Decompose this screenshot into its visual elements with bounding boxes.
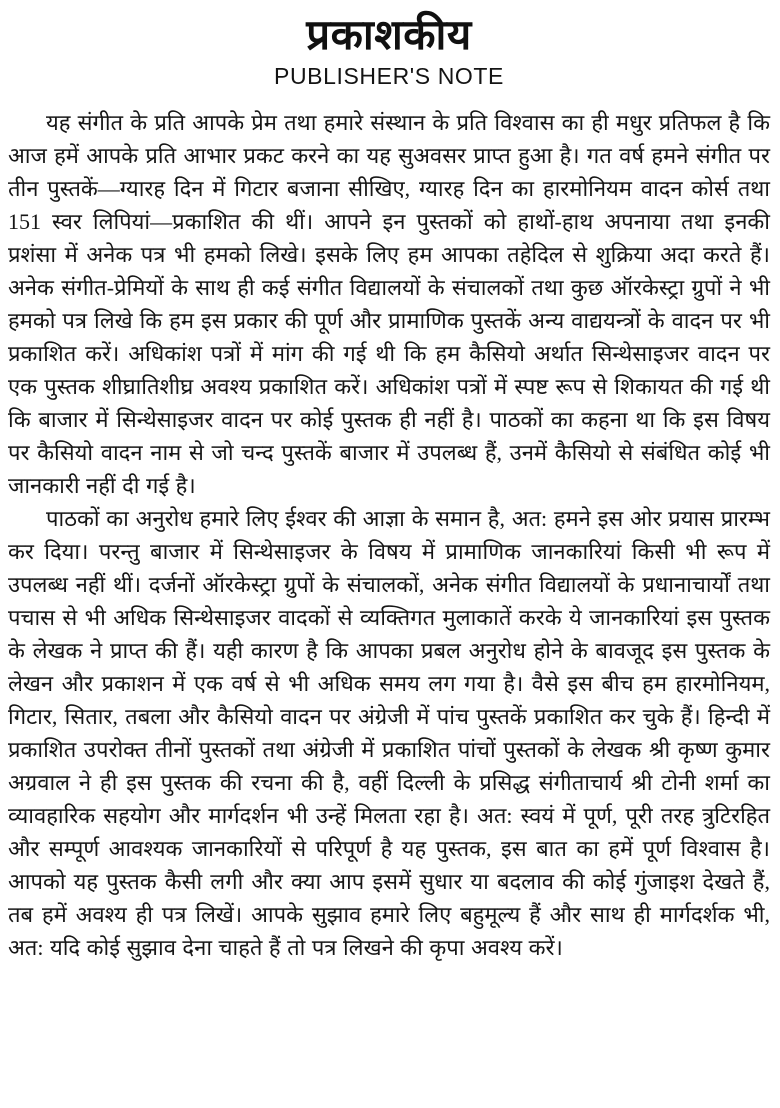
paragraph-1: यह संगीत के प्रति आपके प्रेम तथा हमारे संस्थान के प्रति विश्वास का ही मधुर प्रतिफल है कि आज हमें आपके प्रति आभार प्रकट करने का यह सुअवसर प्राप्त हुआ है। गत वर्ष हमने संगीत पर तीन पुस्तकें—ग्यारह दिन में गिटार बजाना सीखिए, ग्यारह दिन का हारमोनियम वादन कोर्स तथा 151 स्वर लिपियां—प्रकाशित की थीं। आपने इन पुस्तकों को हाथों-हाथ अपनाया तथा इनकी प्रशंसा में अनेक पत्र भी हमको लिखे। इसके लिए हम आपका तहेदिल से शुक्रिया अदा करते हैं। अनेक संगीत-प्रेमियों के साथ ही कई संगीत विद्यालयों के संचालकों तथा कुछ ऑरकेस्ट्रा ग्रुपों ने भी हमको पत्र लिखे कि हम इस प्रकार की पूर्ण और प्रामाणिक पुस्तकें अन्य वाद्ययन्त्रों के वादन पर भी प्रकाशित करें। अधिकांश पत्रों में मांग की गई थी कि हम कैसियो अर्थात सिन्थेसाइजर वादन पर एक पुस्तक शीघ्रातिशीघ्र अवश्य प्रकाशित करें। अधिकांश पत्रों में स्पष्ट रूप से शिकायत की गई थी कि बाजार में सिन्थेसाइजर वादन पर कोई पुस्तक ही नहीं है। पाठकों का कहना था कि इस विषय पर कैसियो वादन नाम से जो चन्द पुस्तकें बाजार में उपलब्ध हैं, उनमें कैसियो से संबंधित कोई भी जानकारी नहीं दी गई है।	[8, 109, 770, 498]
page-title: प्रकाशकीय	[306, 13, 472, 59]
paragraph-2: पाठकों का अनुरोध हमारे लिए ईश्वर की आज्ञा के समान है, अत: हमने इस ओर प्रयास प्रारम्भ कर दिया। परन्तु बाजार में सिन्थेसाइजर के विषय में प्रामाणिक जानकारियां किसी भी रूप में उपलब्ध नहीं थीं। दर्जनों ऑरकेस्ट्रा ग्रुपों के संचालकों, अनेक संगीत विद्यालयों के प्रधानाचार्यों तथा पचास से भी अधिक सिन्थेसाइजर वादकों से व्यक्तिगत मुलाकातें करके ये जानकारियां इस पुस्तक के लेखक ने प्राप्त की हैं। यही कारण है कि आपका प्रबल अनुरोध होने के बावजूद इस पुस्तक के लेखन और प्रकाशन में एक वर्ष से भी अधिक समय लग गया है। वैसे इस बीच हम हारमोनियम, गिटार, सितार, तबला और कैसियो वादन पर अंग्रेजी में पांच पुस्तकें प्रकाशित कर चुके हैं। हिन्दी में प्रकाशित उपरोक्त तीनों पुस्तकों तथा अंग्रेजी में प्रकाशित पांचों पुस्तकों के लेखक श्री कृष्ण कुमार अग्रवाल ने ही इस पुस्तक की रचना की है, वहीं दिल्ली के प्रसिद्ध संगीताचार्य श्री टोनी शर्मा का व्यावहारिक सहयोग और मार्गदर्शन भी उन्हें मिलता रहा है। अत: स्वयं में पूर्ण, पूरी तरह त्रुटिरहित और सम्पूर्ण आवश्यक जानकारियों से परिपूर्ण है यह पुस्तक, इस बात का हमें पूर्ण विश्वास है। आपको यह पुस्तक कैसी लगी और क्या आप इसमें सुधार या बदलाव की कोई गुंजाइश देखते हैं, तब हमें अवश्य ही पत्र लिखें। आपके सुझाव हमारे लिए बहुमूल्य हैं और साथ ही मार्गदर्शक भी, अत: यदि कोई सुझाव देना चाहते हैं तो पत्र लिखने की कृपा अवश्य करें।	[8, 505, 770, 960]
note-body	[8, 106, 770, 964]
page-subtitle: PUBLISHER'S NOTE	[274, 63, 504, 90]
